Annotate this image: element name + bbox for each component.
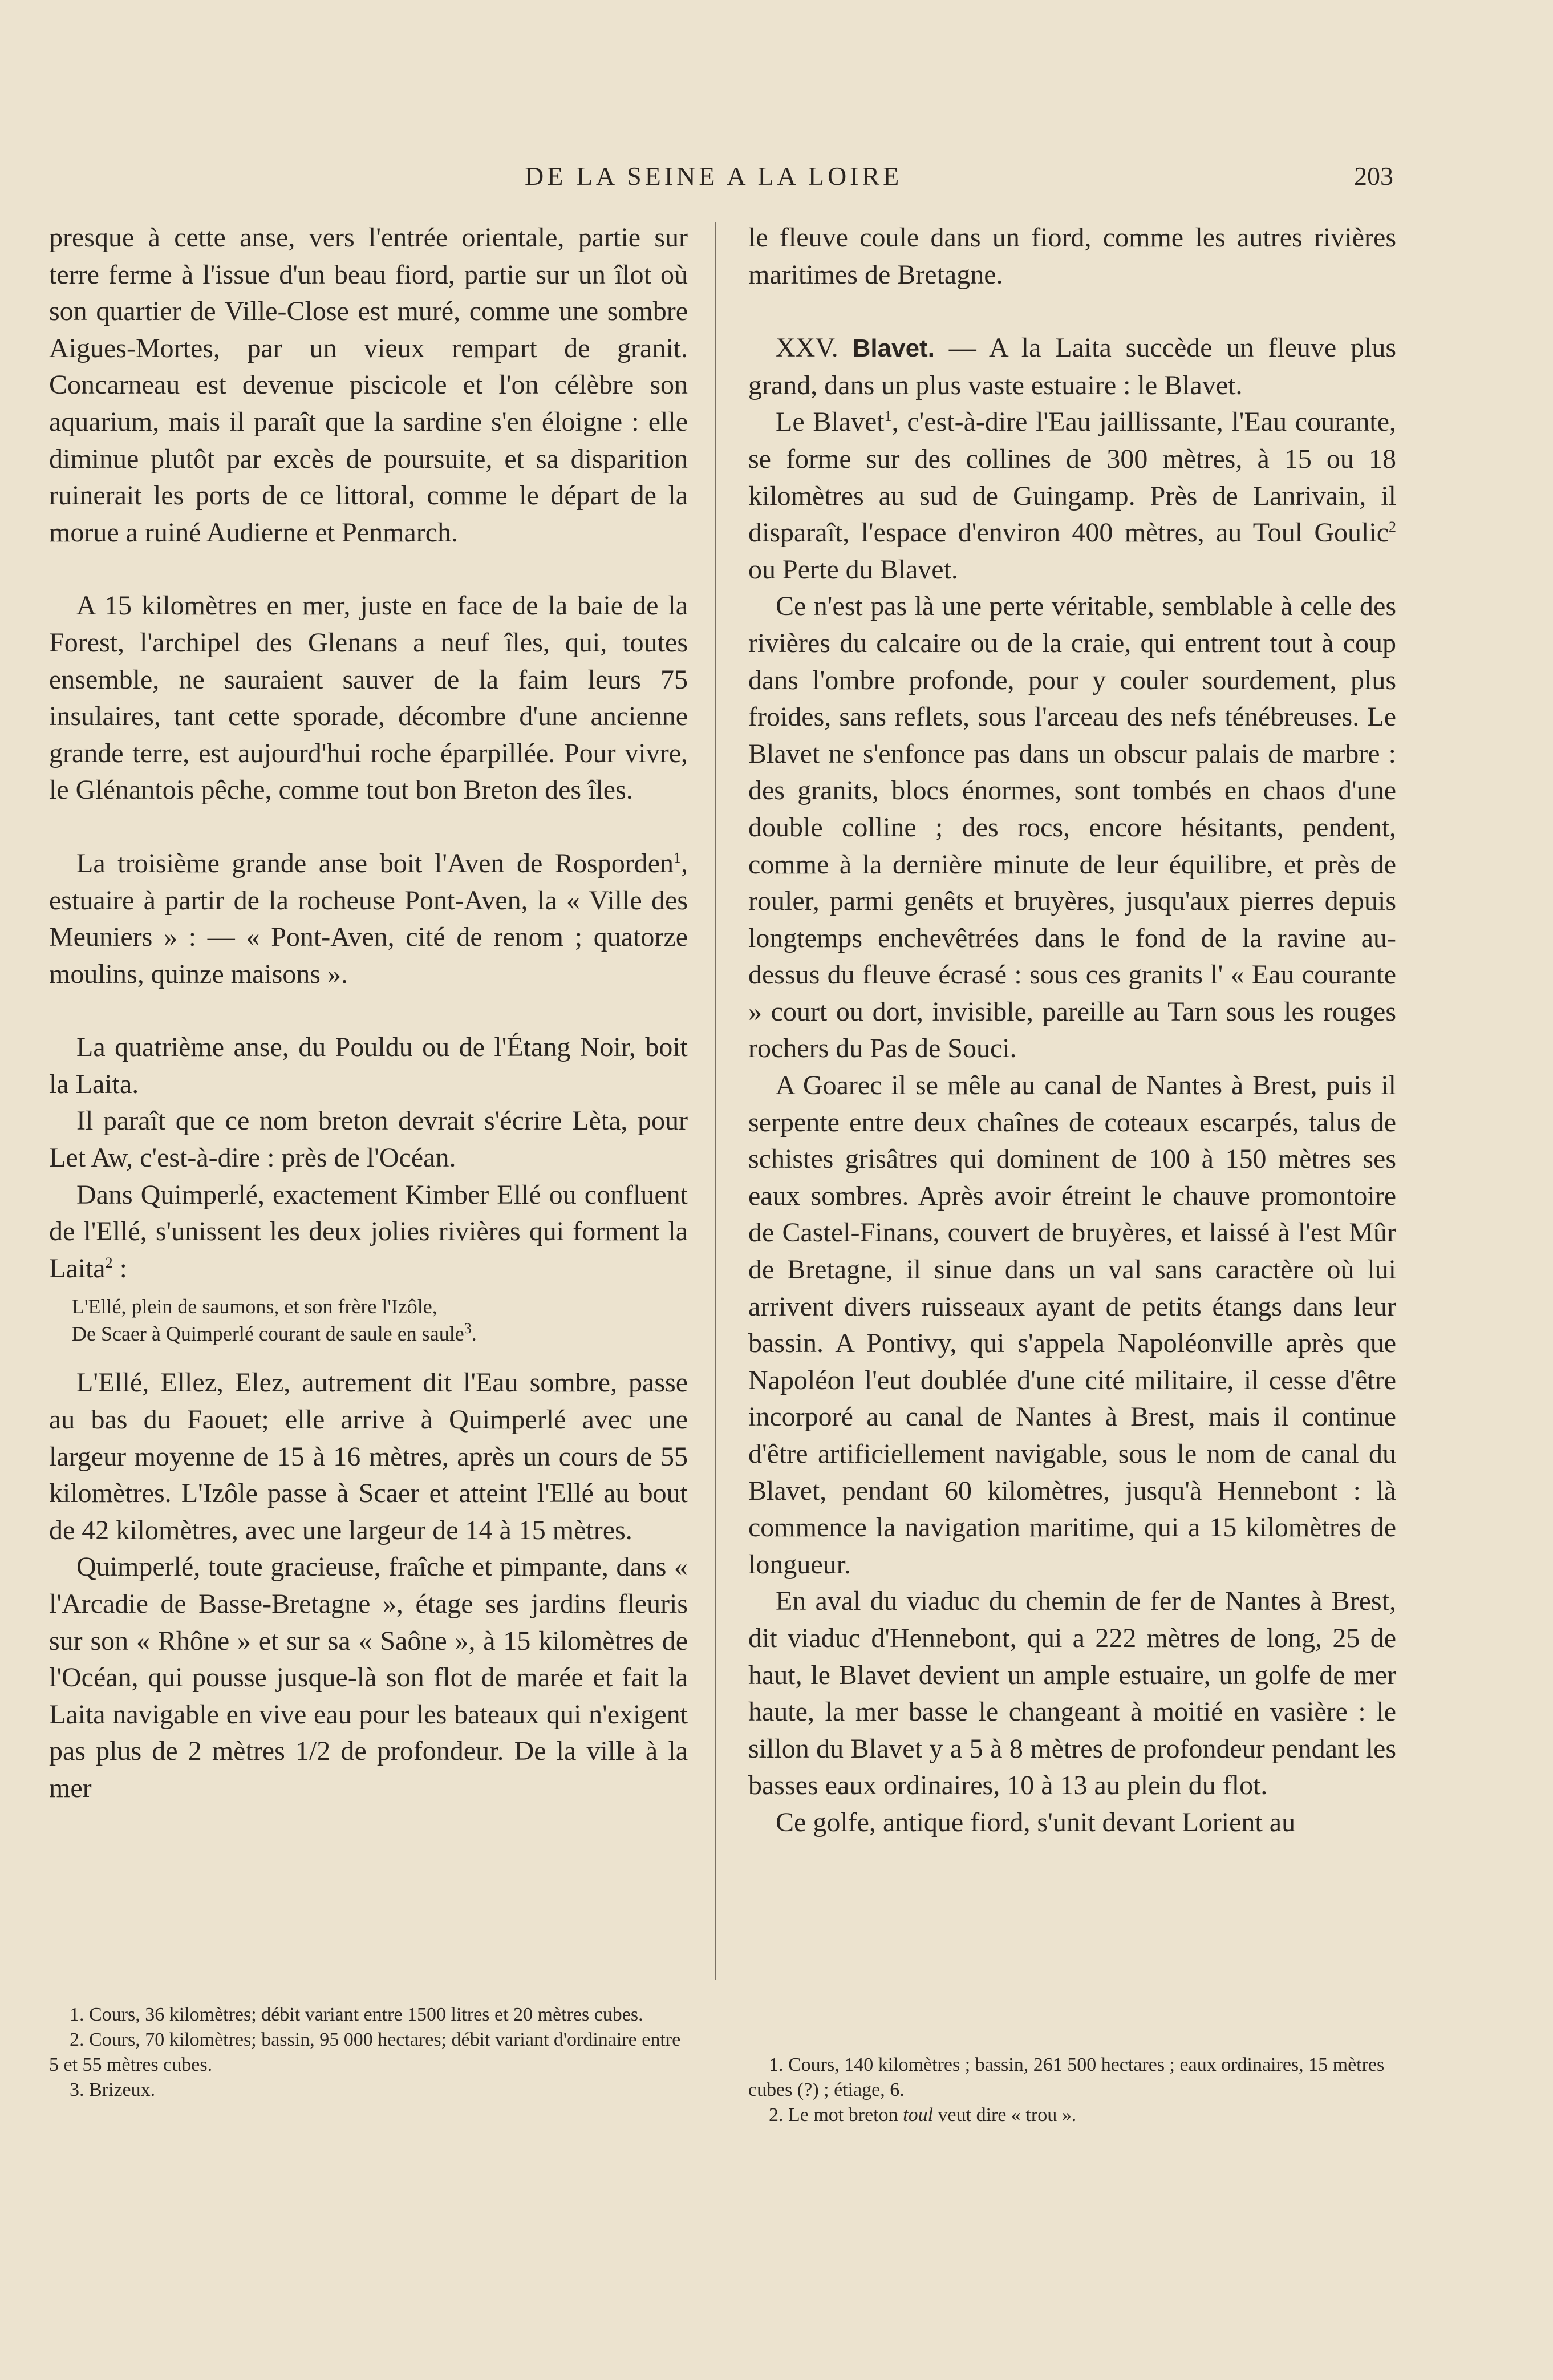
running-title: DE LA SEINE A LA LOIRE	[525, 161, 903, 191]
text: La troisième grande anse boit l'Aven de Rosporden	[76, 848, 674, 879]
text: — A la Laita succède un fleuve plus grand, dans un plus vaste estuaire : le Blavet.	[748, 333, 1397, 400]
footnote-ref: 1	[884, 408, 892, 425]
page-number: 203	[1354, 161, 1393, 191]
paragraph: presque à cette anse, vers l'entrée orientale, partie sur terre ferme à l'issue d'un beau fiord, partie sur un îlot où son quartier de Ville-Close est muré, comme une sombre Aigues-Mortes, par un vieux rempart de granit. Concarneau est devenue piscicole et l'on célèbre son aquarium, mais il paraît que la sardine s'en éloigne : elle diminue plutôt par excès de poursuite, et sa disparition ruinerait les ports de ce littoral, comme le départ de la morue a ruiné Audierne et Penmarch.	[49, 222, 688, 548]
paragraph: Ce golfe, antique fiord, s'unit devant Lorient au	[776, 1807, 1296, 1837]
footnote-ref: 2	[1389, 519, 1396, 536]
paragraph	[49, 845, 688, 993]
text: 2. Le mot breton	[769, 2104, 903, 2126]
footnote: 1. Cours, 36 kilomètres; débit variant entre 1500 litres et 20 mètres cubes.	[70, 2004, 643, 2025]
paragraph: A 15 kilomètres en mer, juste en face de la baie de la Forest, l'archipel des Glenans a neuf îles, qui, toutes ensemble, ne sauraient sauver de la faim leurs 75 insulaires, tant cette sporade, décombre d'une ancienne grande terre, est aujourd'hui roche éparpillée. Pour vivre, le Glénantois pêche, comme tout bon Breton des îles.	[49, 590, 688, 806]
text: veut dire « trou ».	[933, 2104, 1077, 2126]
footnote: 2. Cours, 70 kilomètres; bassin, 95 000 hectares; débit variant d'ordinaire entre 5 et 55 mètres cubes.	[49, 2029, 681, 2075]
verse-quote	[72, 1293, 688, 1347]
section-paragraph	[748, 330, 1396, 404]
italic-word: toul	[903, 2104, 934, 2126]
footnote-ref: 1	[674, 849, 681, 866]
column-divider	[715, 222, 716, 1980]
text: .	[471, 1322, 477, 1346]
text: De Scaer à Quimperlé courant de saule en saule	[72, 1322, 464, 1346]
footnote: 3. Brizeux.	[70, 2079, 156, 2100]
right-column	[748, 220, 1396, 1841]
section-number: XXV.	[776, 333, 838, 363]
paragraph	[748, 404, 1396, 588]
paragraph: Ce n'est pas là une perte véritable, semblable à celle des rivières du calcaire ou de la craie, qui entrent tout à coup dans l'ombre profonde, pour y couler sourdement, plus froides, sans reflets, sous l'arceau des nefs ténébreuses. Le Blavet ne s'enfonce pas dans un obscur palais de marbre : des granits, blocs énormes, sont tombés en chaos d'une double colline ; des rocs, encore hésitants, pendent, comme à la dernière minute de leur équilibre, et près de rouler, parmi genêts et bruyères, jusqu'aux pierres depuis longtemps enchevêtrées dans le fond de la ravine au-dessus du fleuve écrasé : sous ces granits l' « Eau courante » court ou dort, invisible, pareille au Tarn sous les rouges rochers du Pas de Souci.	[748, 591, 1396, 1064]
text: :	[112, 1253, 127, 1284]
text: , estuaire à partir de la rocheuse Pont-Aven, la « Ville des Meuniers » : — « Pont-Aven, cité de renom ; quatorze moulins, quinze maisons ».	[49, 848, 688, 989]
page-header	[0, 161, 1553, 195]
footnote-ref: 3	[464, 1320, 472, 1337]
footnote: 1. Cours, 140 kilomètres ; bassin, 261 500 hectares ; eaux ordinaires, 15 mètres cubes (?) ; étiage, 6.	[748, 2054, 1385, 2100]
paragraph: Quimperlé, toute gracieuse, fraîche et pimpante, dans « l'Arcadie de Basse-Bretagne », étage ses jardins fleuris sur son « Rhône » et sur sa « Saône », à 15 kilomètres de l'Océan, qui pousse jusque-là son flot de marée et fait la Laita navigable en vive eau pour les bateaux qui n'exigent pas plus de 2 mètres 1/2 de profondeur. De la ville à la mer	[49, 1552, 688, 1803]
footnote	[748, 2103, 1396, 2128]
text: ou Perte du Blavet.	[748, 554, 958, 585]
section-title: Blavet.	[852, 334, 935, 363]
right-footnotes	[748, 2053, 1396, 2128]
paragraph	[49, 1177, 688, 1288]
text: Le Blavet	[776, 407, 885, 438]
verse-line	[72, 1320, 688, 1347]
paragraph: La quatrième anse, du Pouldu ou de l'Étang Noir, boit la Laita.	[49, 1032, 688, 1099]
paragraph: A Goarec il se mêle au canal de Nantes à Brest, puis il serpente entre deux chaînes de coteaux escarpés, talus de schistes grisâtres qui dominent de 100 à 150 mètres ses eaux sombres. Après avoir étreint le chauve promontoire de Castel-Finans, couvert de bruyères, et laissé à l'est Mûr de Bretagne, il sinue dans un val sans caractère où lui arrivent divers ruisseaux ayant de petits étangs dans leur bassin. A Pontivy, qui s'appela Napoléonville après que Napoléon l'eut doublée d'une cité militaire, il cesse d'être incorporé au canal de Nantes à Brest, mais il continue d'être artificiellement navigable, sous le nom de canal du Blavet, pendant 60 kilomètres, jusqu'à Hennebont : là commence la navigation maritime, qui a 15 kilomètres de longueur.	[748, 1070, 1396, 1580]
text: , c'est-à-dire l'Eau jaillissante, l'Eau courante, se forme sur des collines de 300 mètres, à 15 ou 18 kilomètres au sud de Guingamp. Près de Lanrivain, il disparaît, l'espace d'environ 400 mètres, au Toul Goulic	[748, 407, 1397, 548]
paragraph: L'Ellé, Ellez, Elez, autrement dit l'Eau sombre, passe au bas du Faouet; elle arrive à Quimperlé avec une largeur moyenne de 15 à 16 mètres, après un cours de 55 kilomètres. L'Izôle passe à Scaer et atteint l'Ellé au bout de 42 kilomètres, avec une largeur de 14 à 15 mètres.	[49, 1367, 688, 1545]
paragraph: En aval du viaduc du chemin de fer de Nantes à Brest, dit viaduc d'Hennebont, qui a 222 mètres de long, 25 de haut, le Blavet devient un ample estuaire, un golfe de mer haute, la mer basse le changeant à moitié en vasière : le sillon du Blavet y a 5 à 8 mètres de profondeur pendant les basses eaux ordinaires, 10 à 13 au plein du flot.	[748, 1586, 1396, 1801]
paragraph: Il paraît que ce nom breton devrait s'écrire Lèta, pour Let Aw, c'est-à-dire : près de l'Océan.	[49, 1106, 688, 1173]
paragraph: le fleuve coule dans un fiord, comme les autres rivières maritimes de Bretagne.	[748, 222, 1396, 290]
footnote-ref: 2	[105, 1254, 113, 1271]
left-footnotes	[49, 2002, 688, 2103]
verse-line: L'Ellé, plein de saumons, et son frère l'Izôle,	[72, 1295, 437, 1318]
text: Dans Quimperlé, exactement Kimber Ellé ou confluent de l'Ellé, s'unissent les deux jolies rivières qui forment la Laita	[49, 1179, 688, 1284]
left-column	[49, 220, 688, 1807]
